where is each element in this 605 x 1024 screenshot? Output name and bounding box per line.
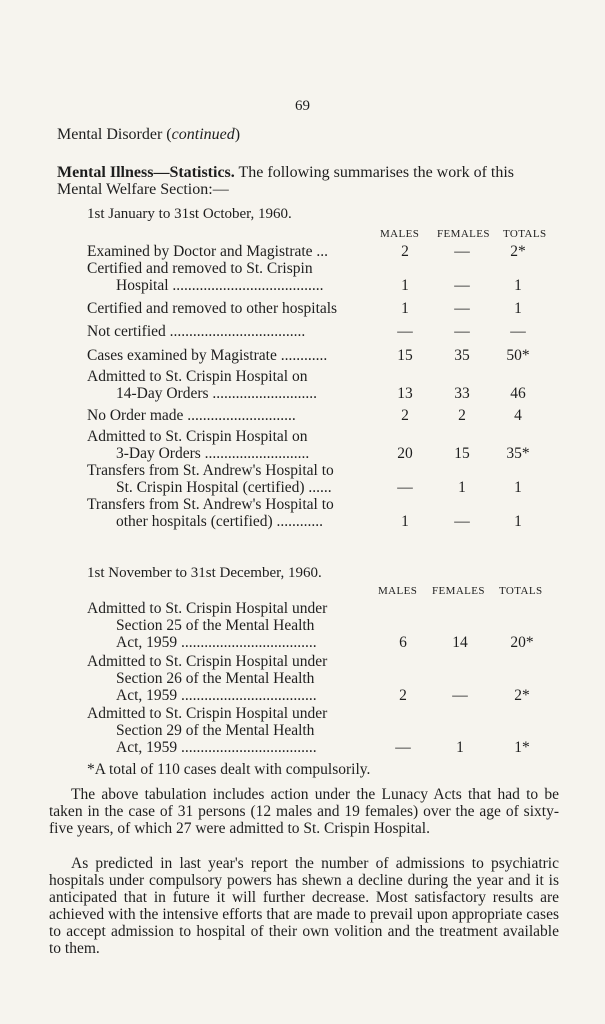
table1-cell-totals: 1: [514, 479, 522, 496]
table1-cell-females: 33: [454, 385, 470, 402]
table1-header-males: MALES: [380, 228, 420, 240]
table1-cell-males: 20: [397, 445, 413, 462]
section-title-italic: continued: [171, 126, 235, 143]
section-title-text: Mental Disorder (: [57, 126, 172, 143]
table1-row-label: St. Crispin Hospital (certified) ......: [116, 479, 332, 496]
table1-row-label: 3-Day Orders ...........................: [116, 445, 310, 462]
intro-heading: Mental Illness—Statistics.: [57, 164, 235, 181]
intro-line1: The following summarises the work of this: [234, 164, 515, 181]
table1-cell-totals: —: [510, 323, 526, 340]
table1-cell-females: —: [454, 277, 470, 294]
table2-row-label: Section 25 of the Mental Health: [116, 617, 315, 634]
page-number: 69: [295, 98, 310, 114]
table1-cell-males: 1: [401, 300, 409, 317]
table2-cell-females: —: [452, 687, 468, 704]
table1-cell-females: 2: [458, 407, 466, 424]
table1-row-label: Cases examined by Magistrate ............: [87, 347, 328, 364]
table2-row-label: Section 29 of the Mental Health: [116, 722, 315, 739]
table1-cell-totals: 1: [514, 513, 522, 530]
table1-row-label: Transfers from St. Andrew's Hospital to: [87, 462, 334, 479]
table2-cell-females: 14: [452, 634, 468, 651]
table2-cell-totals: 2*: [514, 687, 530, 704]
table1-cell-males: —: [397, 323, 413, 340]
table1-cell-totals: 35*: [506, 445, 530, 462]
table2-cell-totals: 20*: [510, 634, 534, 651]
table1-cell-males: 1: [401, 277, 409, 294]
table1-cell-totals: 1: [514, 300, 522, 317]
table1-cell-males: 2: [401, 407, 409, 424]
table2-row-label: Admitted to St. Crispin Hospital under: [87, 600, 328, 617]
table1-cell-males: 2: [401, 243, 409, 260]
table1-row-label: other hospitals (certified) ............: [116, 513, 324, 530]
table1-row-label: Not certified ...................................: [87, 323, 306, 340]
table1-header-females: FEMALES: [437, 228, 490, 240]
table2-cell-males: 2: [399, 687, 407, 704]
paragraph-1: [49, 786, 559, 837]
table2-row-label: Act, 1959 ...................................: [116, 634, 317, 651]
table2-row-label: Admitted to St. Crispin Hospital under: [87, 705, 328, 722]
table2-row-label: Admitted to St. Crispin Hospital under: [87, 653, 328, 670]
footnote: *A total of 110 cases dealt with compulsorily.: [87, 761, 371, 778]
section-title: [57, 126, 240, 144]
table2-header-totals: TOTALS: [499, 585, 543, 597]
table1-cell-females: 35: [454, 347, 470, 364]
table2-cell-males: 6: [399, 634, 407, 651]
paragraph-2: [49, 855, 559, 957]
table2-row-label: Act, 1959 ...................................: [116, 687, 317, 704]
table1-period: 1st January to 31st October, 1960.: [87, 206, 292, 222]
table2-period: 1st November to 31st December, 1960.: [87, 565, 322, 581]
table1-cell-totals: 46: [510, 385, 526, 402]
intro-line2: Mental Welfare Section:—: [57, 181, 229, 198]
table1-header-totals: TOTALS: [503, 228, 547, 240]
table1-row-label: Certified and removed to St. Crispin: [87, 260, 313, 277]
section-title-close: ): [234, 126, 241, 143]
paragraph-2-text: As predicted in last year's report the number of admissions to psychiatric hospitals under compulsory powers has shewn a decline during the year and it is anticipated that in future it will further decrease. Most satisfactory results are achieved with the intensive efforts that are made to prevail upon appropriate cases to accept admission to hospital of their own volition and the treatment available to them.: [49, 855, 559, 957]
table1-cell-females: —: [454, 300, 470, 317]
table1-row-label: Admitted to St. Crispin Hospital on: [87, 368, 308, 385]
table1-cell-males: —: [397, 479, 413, 496]
table1-cell-males: 13: [397, 385, 413, 402]
table1-cell-totals: 2*: [510, 243, 526, 260]
table1-row-label: Certified and removed to other hospitals: [87, 300, 338, 317]
table2-cell-males: —: [395, 739, 411, 756]
table2-cell-totals: 1*: [514, 739, 530, 756]
table1-row-label: Transfers from St. Andrew's Hospital to: [87, 496, 334, 513]
table2-header-males: MALES: [378, 585, 418, 597]
table2-cell-females: 1: [456, 739, 464, 756]
table1-row-label: 14-Day Orders ...........................: [116, 385, 318, 402]
table1-row-label: Admitted to St. Crispin Hospital on: [87, 428, 308, 445]
table1-cell-males: 15: [397, 347, 413, 364]
table1-row-label: Hospital .......................................: [116, 277, 324, 294]
intro-paragraph: [57, 164, 514, 198]
paragraph-1-text: The above tabulation includes action under the Lunacy Acts that had to be taken in the case of 31 persons (12 males and 19 females) over the age of sixty-five years, of which 27 were admitted to St. Crispin Hospital.: [49, 786, 559, 837]
table1-row-label: No Order made ............................: [87, 407, 296, 424]
table1-cell-totals: 50*: [506, 347, 530, 364]
table2-header-females: FEMALES: [432, 585, 485, 597]
table1-cell-females: —: [454, 323, 470, 340]
table1-row-label: Examined by Doctor and Magistrate ...: [87, 243, 329, 260]
table1-cell-females: 15: [454, 445, 470, 462]
table1-cell-females: 1: [458, 479, 466, 496]
table1-cell-females: —: [454, 513, 470, 530]
table1-cell-males: 1: [401, 513, 409, 530]
table2-row-label: Act, 1959 ...................................: [116, 739, 317, 756]
table1-cell-females: —: [454, 243, 470, 260]
table2-row-label: Section 26 of the Mental Health: [116, 670, 315, 687]
table1-cell-totals: 1: [514, 277, 522, 294]
table1-cell-totals: 4: [514, 407, 522, 424]
